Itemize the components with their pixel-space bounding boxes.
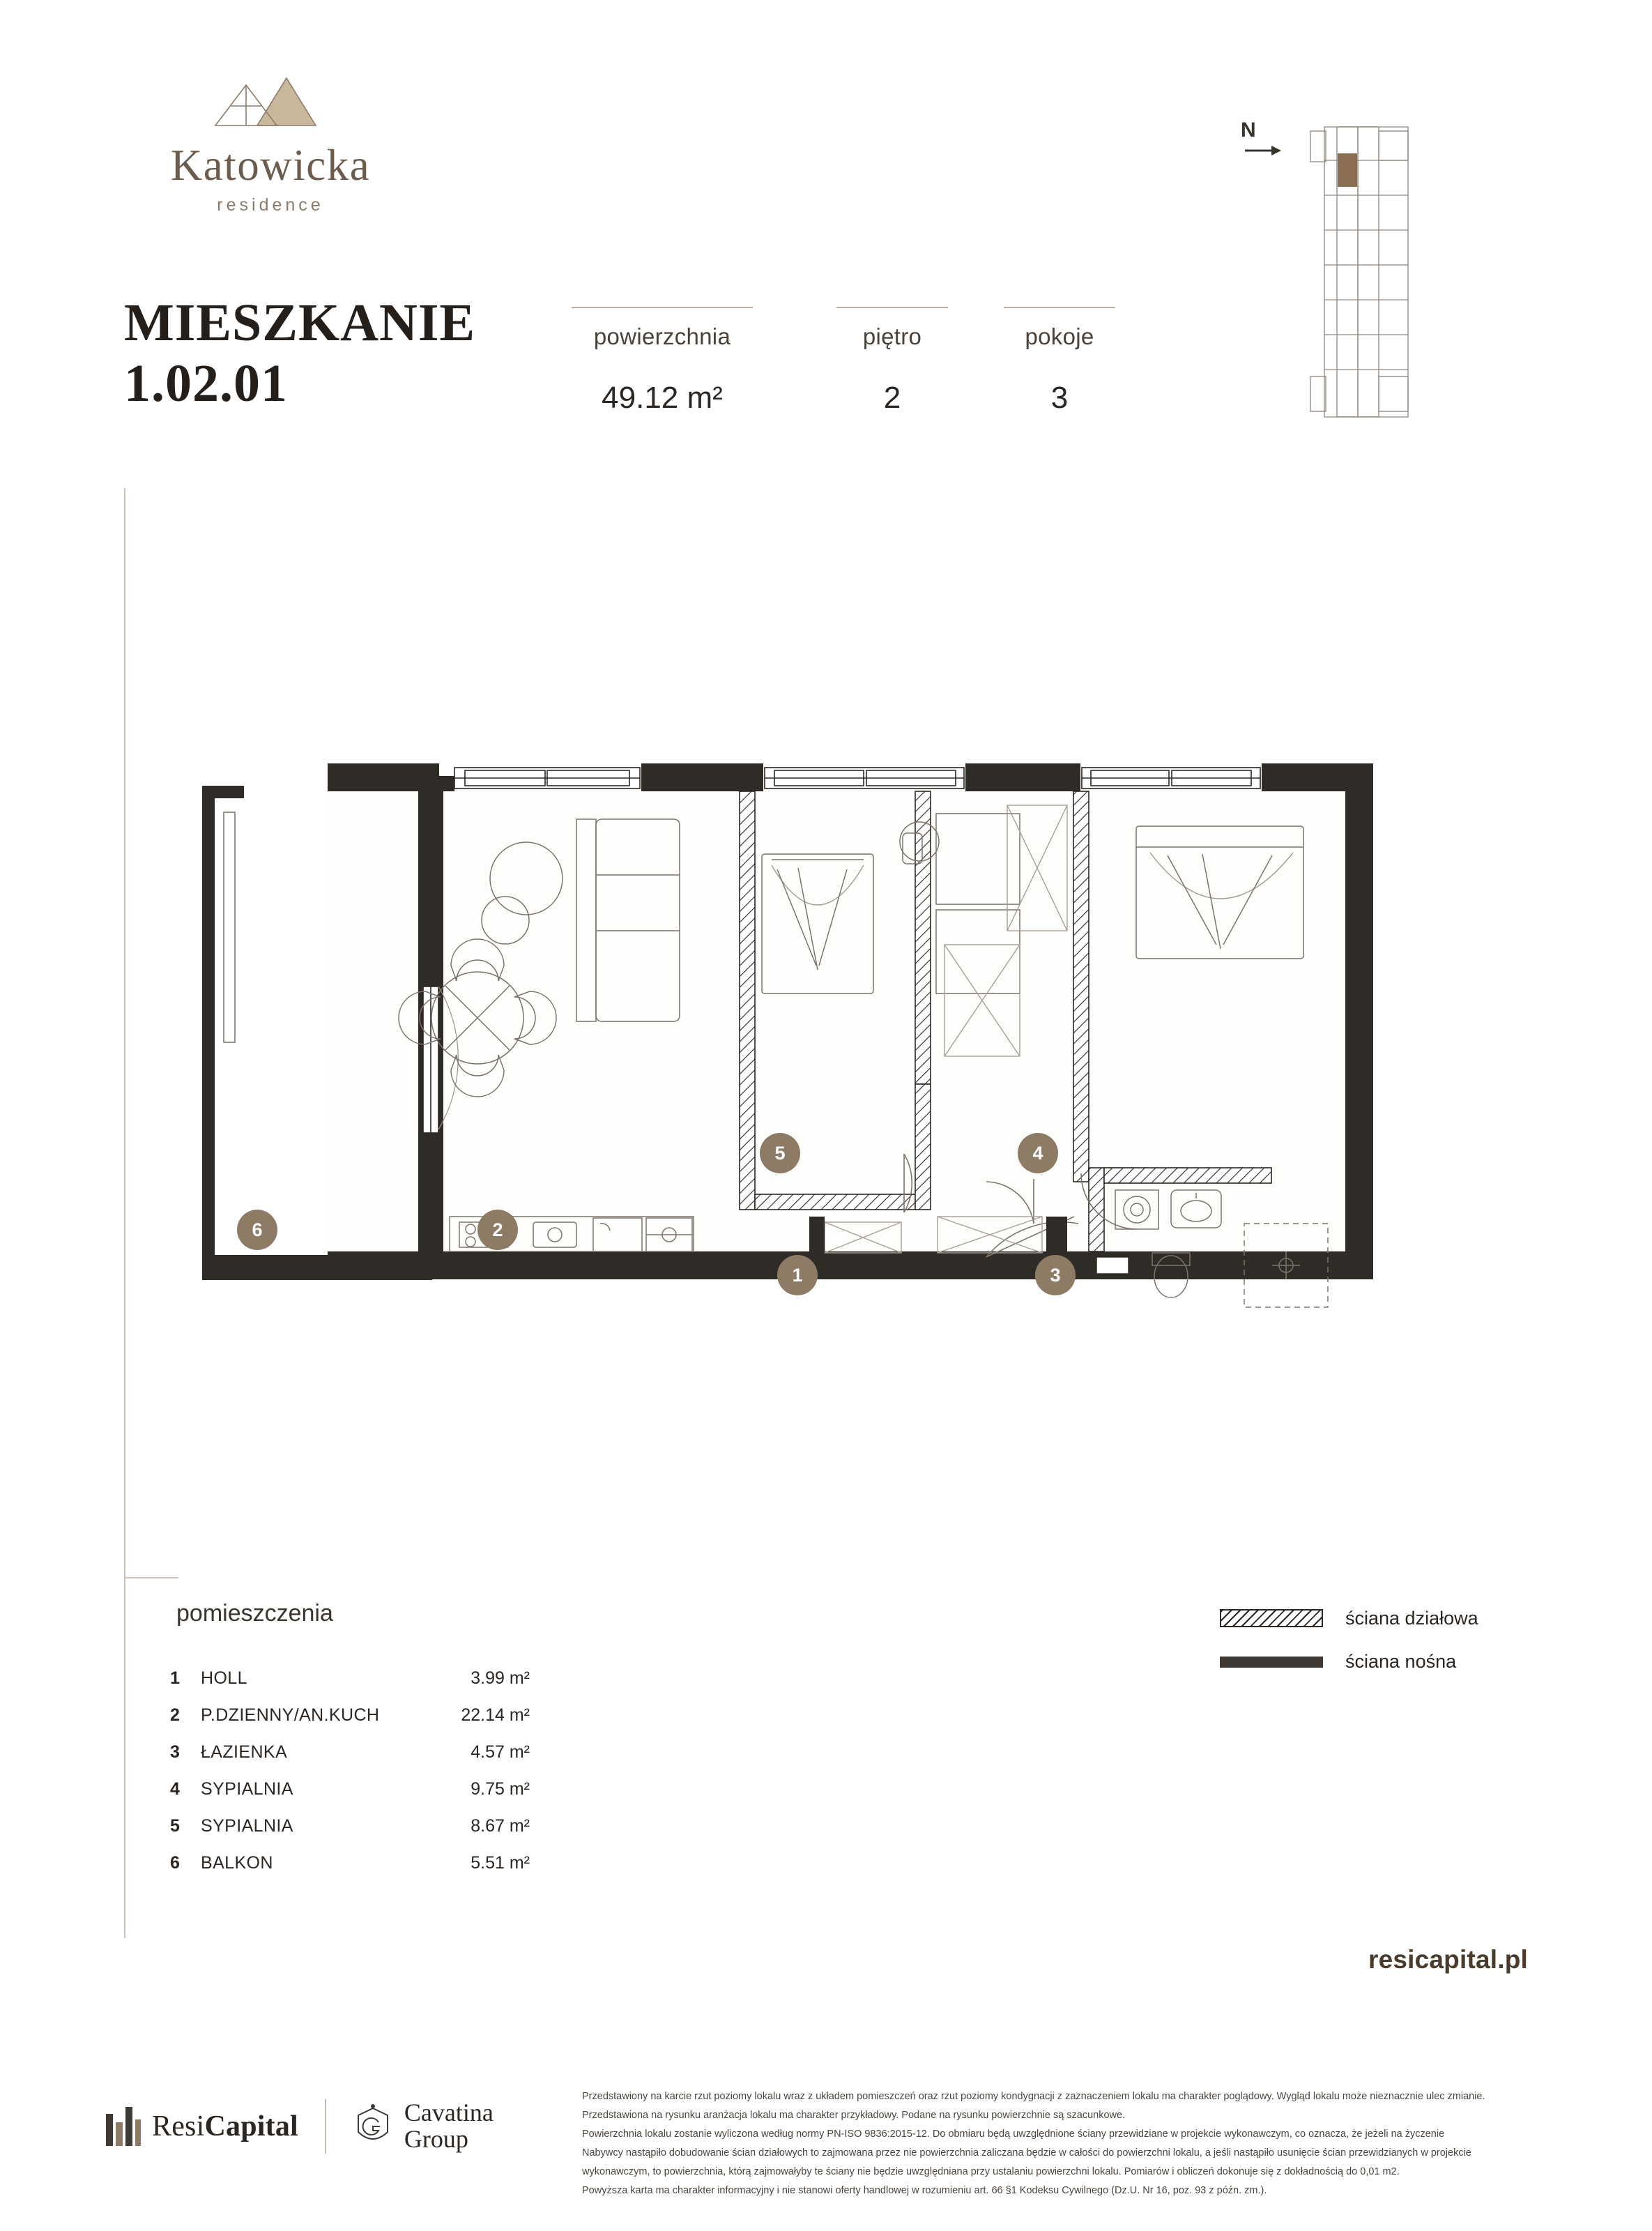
cavatina-name-line1: Cavatina [404, 2099, 494, 2127]
room-area: 9.75 m² [471, 1779, 530, 1799]
room-index: 5 [170, 1816, 180, 1836]
resicapital-name [152, 2110, 298, 2143]
room-row [167, 1700, 669, 1737]
wall-legend [1220, 1604, 1513, 1690]
room-name: HOLL [201, 1668, 247, 1688]
stat-floor-label: piętro [862, 323, 922, 349]
wall-legend-row [1220, 1647, 1513, 1690]
resicapital-name-light: Resi [152, 2110, 205, 2142]
room-name: SYPIALNIA [201, 1816, 293, 1836]
stat-rule [572, 307, 753, 308]
plan-marker-4[interactable]: 4 [1018, 1133, 1058, 1173]
wall-legend-row [1220, 1604, 1513, 1647]
roof-lines-logo-icon [204, 70, 337, 136]
svg-text:N: N [1241, 119, 1256, 142]
room-row [167, 1811, 669, 1848]
load-bearing-wall-swatch-icon [1220, 1657, 1323, 1668]
room-index: 6 [170, 1853, 180, 1873]
stat-area-label: powierzchnia [593, 323, 731, 349]
plan-marker-2[interactable]: 2 [477, 1210, 518, 1250]
room-row [167, 1774, 669, 1811]
room-area: 4.57 m² [471, 1742, 530, 1762]
room-index: 3 [170, 1742, 180, 1762]
resicapital-name-bold: Capital [204, 2110, 298, 2142]
room-index: 1 [170, 1668, 180, 1688]
resicapital-bars-icon [105, 2107, 141, 2146]
stat-floor-value: 2 [883, 381, 901, 415]
layout-guide-tick [124, 1577, 178, 1578]
stat-rooms-label: pokoje [1025, 323, 1094, 349]
cavatina-name [404, 2100, 494, 2153]
footer-divider [325, 2099, 326, 2154]
stat-rule [1004, 307, 1115, 308]
room-row [167, 1848, 669, 1884]
disclaimer-line: Przedstawiony na karcie rzut poziomy lokalu wraz z układem pomieszczeń oraz rzut poziomy kondygnacji z zaznaczeniem lokalu ma charakter poglądowy. Wygląd lokalu może nieznacznie ulec zmianie. [582, 2091, 1485, 2102]
room-index: 4 [170, 1779, 180, 1799]
stat-rule [836, 307, 948, 308]
footer-logos [105, 2088, 494, 2165]
stat-rooms [1004, 307, 1115, 416]
partition-wall-label: ściana działowa [1345, 1608, 1478, 1629]
room-row [167, 1663, 669, 1700]
brand-logo [124, 70, 417, 215]
north-arrow-icon [1241, 119, 1283, 174]
plan-marker-5[interactable]: 5 [760, 1133, 800, 1173]
page-title-label: MIESZKANIE [124, 294, 476, 352]
disclaimer-line: Powierzchnia lokalu zostanie wyliczona według normy PN-ISO 9836:2015-12. Do obmiaru będą uwzględnione ściany przewidziane w projekcie wykonawczym, co oznacza, że jeżeli na życzenie [582, 2128, 1445, 2140]
building-keyplan-icon [1297, 119, 1429, 425]
room-name: BALKON [201, 1853, 273, 1873]
brand-name: Katowicka [170, 141, 371, 190]
load-bearing-wall-label: ściana nośna [1345, 1651, 1457, 1672]
disclaimer-line: Powyższa karta ma charakter informacyjny i nie stanowi oferty handlowej w rozumieniu art. 66 §1 Kodeksu Cywilnego (Dz.U. Nr 16, poz. 93 z późn. zm.). [582, 2184, 1267, 2196]
stat-area-value: 49.12 m² [602, 381, 723, 415]
stat-floor [836, 307, 948, 416]
rooms-legend-title: pomieszczenia [176, 1600, 333, 1627]
page-title [124, 293, 475, 415]
disclaimer-line: wykonawczym, to powierzchnia, którą zajmowałyby te ściany nie będzie uwzględniana przy ustalaniu powierzchni lokalu. Pomiarów i obliczeń dokonuje się z dokładnością do 0,01 m2. [582, 2165, 1400, 2177]
layout-guide-line [124, 488, 125, 1938]
room-name: SYPIALNIA [201, 1779, 293, 1799]
room-row [167, 1737, 669, 1774]
partition-wall-swatch-icon [1220, 1609, 1323, 1627]
stat-rooms-value: 3 [1050, 381, 1069, 415]
rooms-legend [167, 1663, 669, 1884]
website-link[interactable]: resicapital.pl [1368, 1945, 1528, 1974]
resicapital-logo [105, 2107, 298, 2146]
room-name: P.DZIENNY/AN.KUCH [201, 1705, 380, 1725]
disclaimer-line: Nabywcy nastąpiło dobudowanie ścian działowych to zajmowana przez nie powierzchnia zaliczana będzie w całości do powierzchni lokalu, a jeśli nastąpiło usunięcie ścian przewidzianych w projekcie [582, 2147, 1471, 2158]
floor-plan [178, 736, 1453, 1314]
room-area: 22.14 m² [461, 1705, 530, 1725]
stat-area [572, 307, 753, 416]
unit-number: 1.02.01 [124, 354, 288, 413]
room-area: 3.99 m² [471, 1668, 530, 1688]
cavatina-crest-icon [353, 2104, 393, 2149]
plan-marker-6[interactable]: 6 [237, 1210, 277, 1250]
brand-subtitle: residence [217, 195, 324, 215]
plan-marker-1[interactable]: 1 [777, 1255, 818, 1295]
disclaimer [582, 2088, 1551, 2201]
room-area: 5.51 m² [471, 1853, 530, 1873]
disclaimer-line: Przedstawiona na rysunku aranżacja lokalu ma charakter przykładowy. Podane na rysunku powierzchnie są szacunkowe. [582, 2109, 1126, 2121]
cavatina-logo [353, 2100, 494, 2153]
room-area: 8.67 m² [471, 1816, 530, 1836]
plan-marker-3[interactable]: 3 [1035, 1255, 1076, 1295]
room-name: ŁAZIENKA [201, 1742, 288, 1762]
room-index: 2 [170, 1705, 180, 1725]
cavatina-name-line2: Group [404, 2125, 468, 2153]
